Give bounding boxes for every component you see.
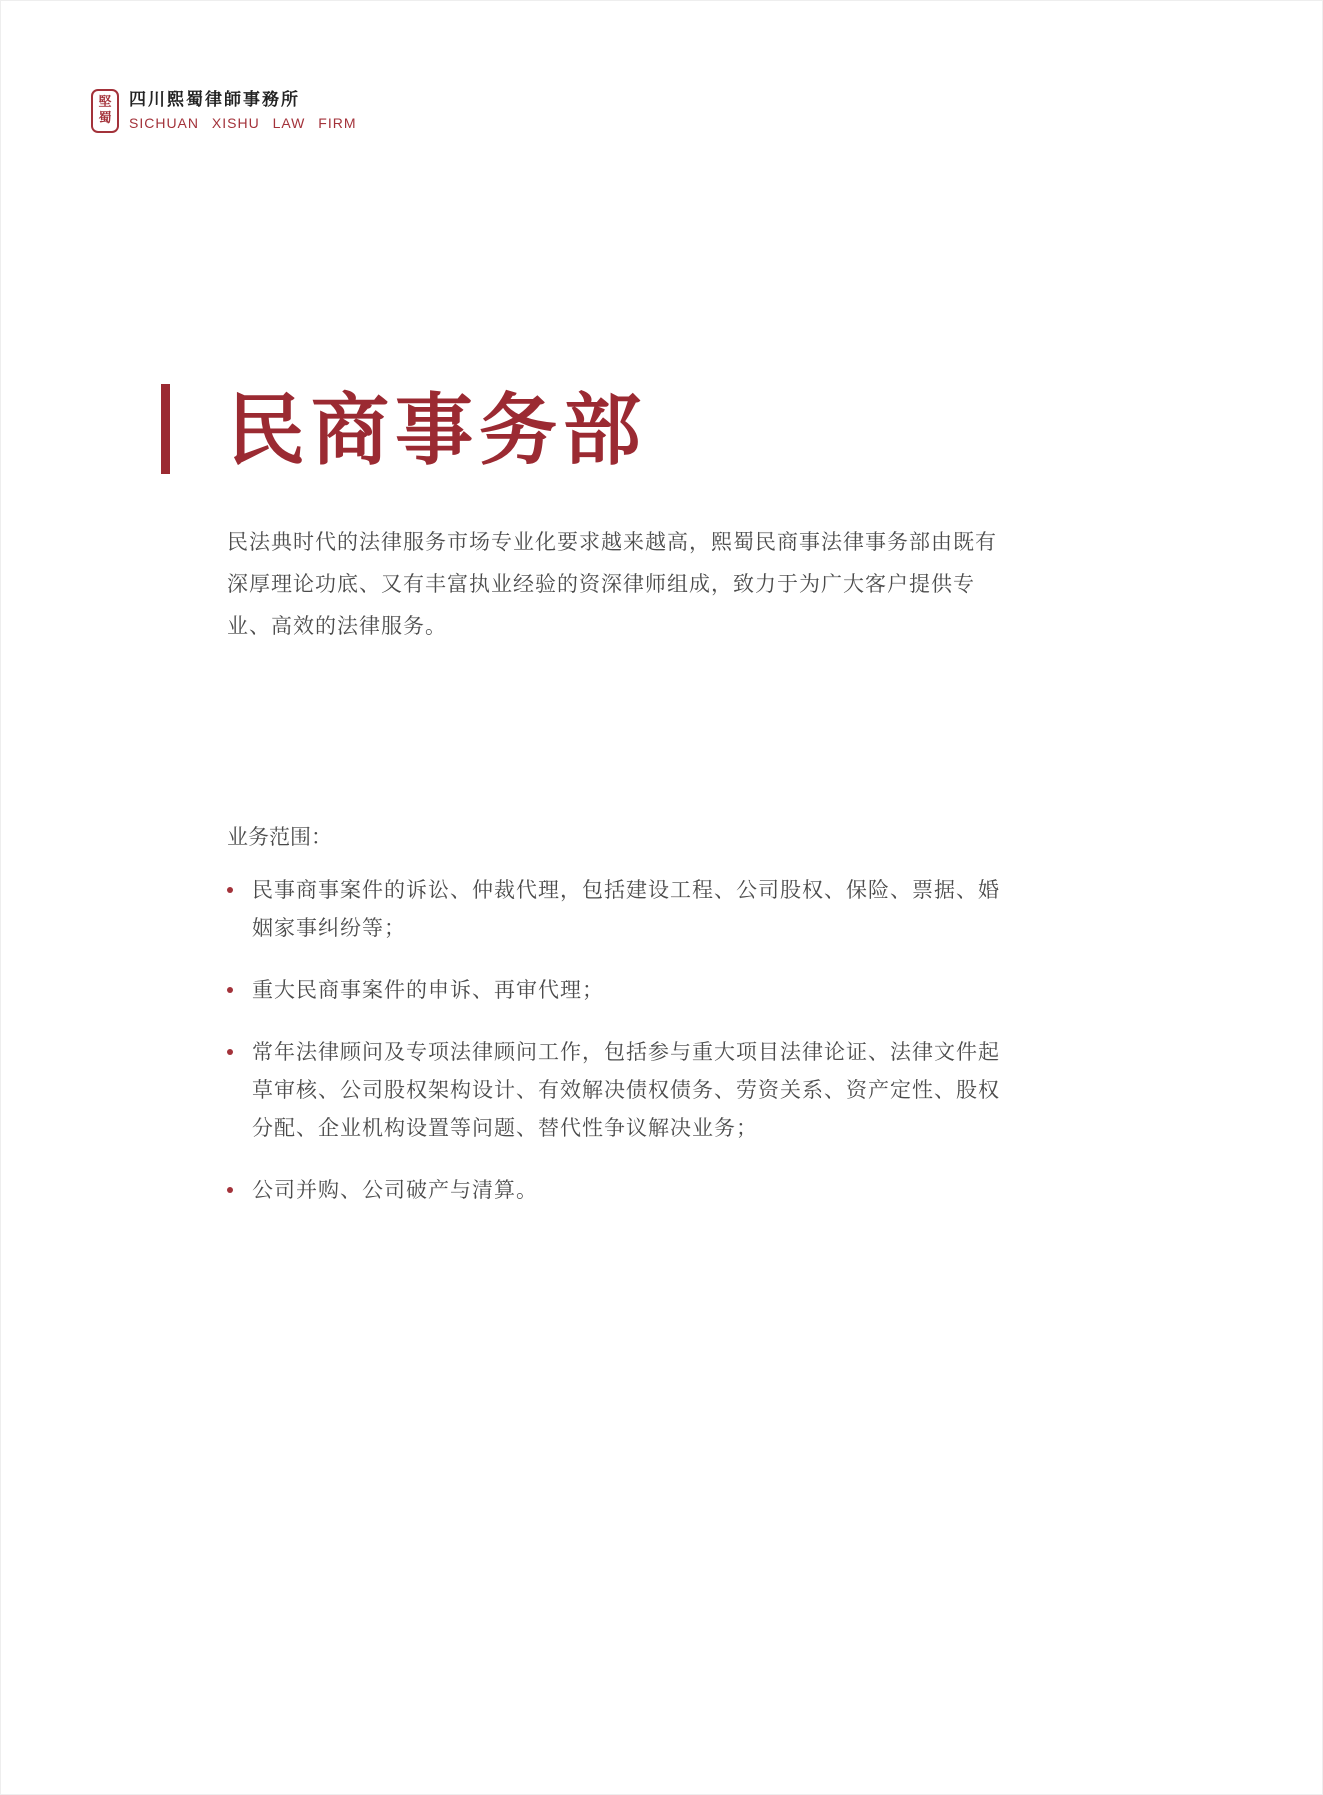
bullet-icon — [227, 1049, 233, 1055]
bullet-icon — [227, 1187, 233, 1193]
scope-item — [227, 971, 1017, 1009]
scope-item — [227, 1171, 1017, 1209]
scope-item-text: 常年法律顾问及专项法律顾问工作，包括参与重大项目法律论证、法律文件起草审核、公司股权架构设计、有效解决债权债务、劳资关系、资产定性、股权分配、企业机构设置等问题、替代性争议解决业务； — [252, 1040, 1000, 1140]
intro-paragraph: 民法典时代的法律服务市场专业化要求越来越高，熙蜀民商事法律事务部由既有深厚理论功底、又有丰富执业经验的资深律师组成，致力于为广大客户提供专业、高效的法律服务。 — [227, 530, 997, 638]
scope-list — [227, 871, 1017, 1233]
scope-item-text: 重大民商事案件的申诉、再审代理； — [252, 978, 604, 1002]
page-title: 民商事务部 — [227, 386, 648, 476]
scope-item — [227, 871, 1017, 947]
bullet-icon — [227, 987, 233, 993]
title-accent-bar — [161, 384, 170, 474]
firm-name — [129, 89, 357, 133]
seal-char-bottom: 蜀 — [98, 111, 112, 126]
firm-name-en: SICHUAN XISHU LAW FIRM — [129, 115, 357, 131]
scope-item-text: 公司并购、公司破产与清算。 — [252, 1178, 538, 1202]
bullet-icon — [227, 887, 233, 893]
firm-name-cn: 四川熙蜀律師事務所 — [129, 90, 300, 110]
scope-item — [227, 1033, 1017, 1147]
scope-heading: 业务范围： — [227, 825, 332, 849]
firm-logo — [91, 89, 357, 133]
seal-logo-icon — [91, 89, 119, 133]
seal-char-top: 堅 — [98, 95, 112, 110]
scope-item-text: 民事商事案件的诉讼、仲裁代理，包括建设工程、公司股权、保险、票据、婚姻家事纠纷等； — [252, 878, 1000, 940]
